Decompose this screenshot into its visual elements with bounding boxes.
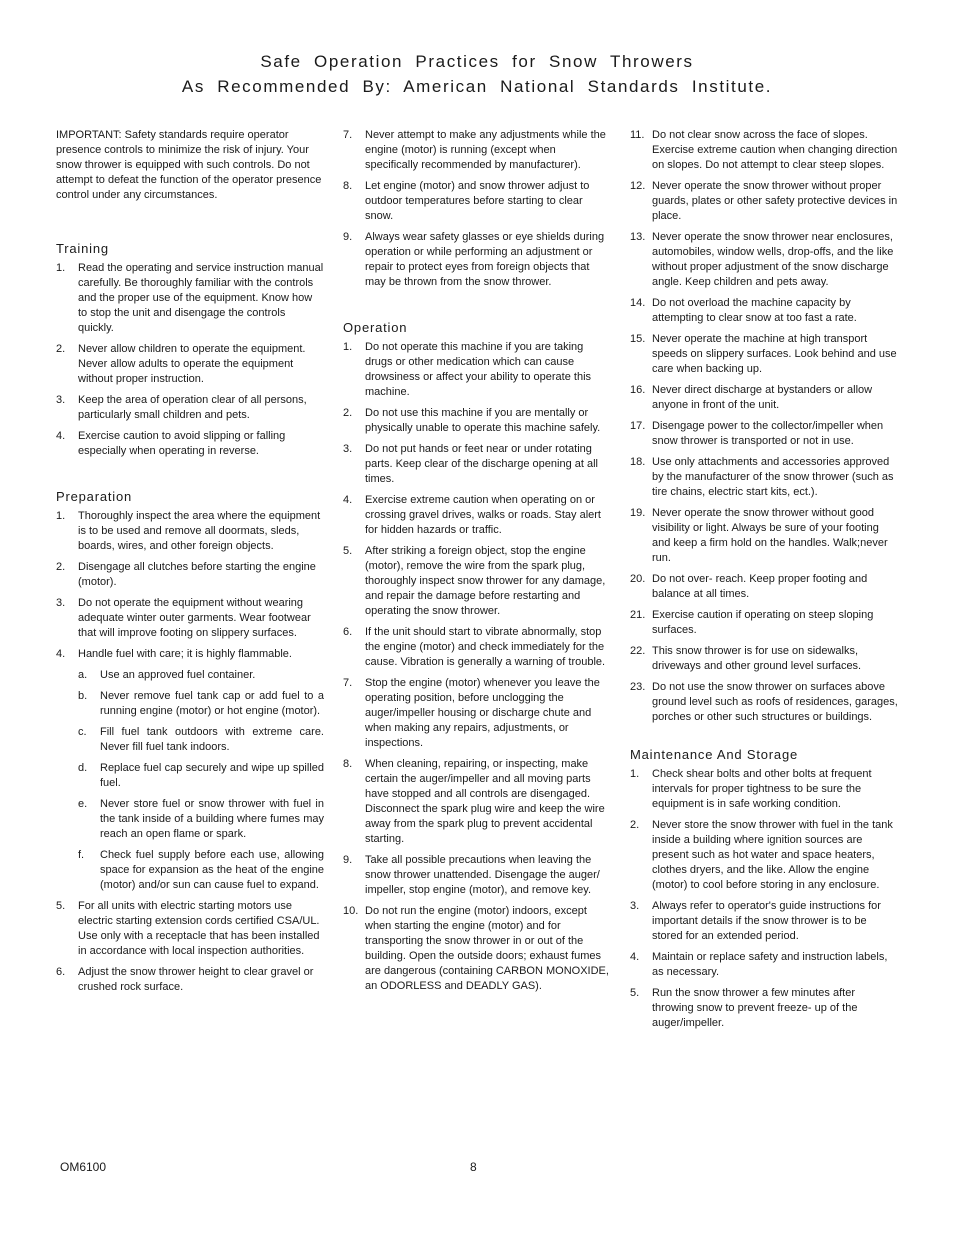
list-item: 1. Do not operate this machine if you are taking drugs or other medication which can cause drowsiness or affect your ability to operate this machine. [343, 341, 592, 398]
page-number: 8 [470, 1160, 477, 1174]
list-item: 14. Do not overload the machine capacity by attempting to clear snow at too fast a rate. [630, 297, 857, 324]
list-item: 5. For all units with electric starting motors use electric starting extension cords certified CSA/UL. Use only with a receptacle that has been installed in accordance with local inspection authorities. [56, 900, 320, 957]
list-item: 7. Never attempt to make any adjustments while the engine (motor) is running (except when specifically recommended by manufacturer). [343, 129, 606, 171]
preparation-list [56, 509, 324, 995]
maintenance-list [630, 767, 898, 1031]
list-item: 12. Never operate the snow thrower without proper guards, plates or other safety protective devices in place. [630, 180, 898, 222]
list-item: 18. Use only attachments and accessories approved by the manufacturer of the snow thrower (such as tire chains, electric start kits, ect.). [630, 456, 894, 498]
sub-item: c. Fill fuel tank outdoors with extreme care. Never fill fuel tank indoors. [78, 726, 324, 753]
list-item: 4. Exercise extreme caution when operating on or crossing gravel drives, walks or roads. Stay alert for hidden hazards or traffic. [343, 494, 601, 536]
sub-item: b. Never remove fuel tank cap or add fuel to a running engine (motor) or hot engine (motor). [78, 690, 324, 717]
list-item: 8. Let engine (motor) and snow thrower adjust to outdoor temperatures before starting to clear snow. [343, 180, 590, 222]
list-item: 2. Disengage all clutches before starting the engine (motor). [56, 561, 316, 588]
list-item: 22. This snow thrower is for use on sidewalks, driveways and other ground level surfaces. [630, 645, 862, 672]
maintenance-heading: Maintenance And Storage [630, 747, 799, 762]
list-item: 4. Handle fuel with care; it is highly flammable. a. Use an approved fuel container. b. Never remove fuel tank cap or add fuel to a running engine (motor) or hot engine (motor). c. Fill fuel tank outdoors with extreme care. Never fill fuel tank indoors. d. Replace fuel cap securely and wipe up spilled fuel. e. Never store fuel or snow thrower with fuel in the tank inside of a building where fumes may reach an open flame or spark. f. Check fuel supply before each use, allowing space for expansion as the heat of the engine (motor) and/or sun can cause fuel to expand. [56, 648, 324, 891]
list-item: 2. Do not use this machine if you are mentally or physically unable to operate this machine safely. [343, 407, 601, 434]
list-item: 7. Stop the engine (motor) whenever you leave the operating position, before unclogging the auger/impeller housing or discharge chute and when making any repairs, adjustments, or inspections. [343, 677, 600, 749]
sub-item: f. Check fuel supply before each use, allowing space for expansion as the heat of the engine (motor) and/or sun can cause fuel to expand. [78, 849, 324, 891]
list-item: 3. Do not operate the equipment without wearing adequate winter outer garments. Wear footwear that will improve footing on slippery surfaces. [56, 597, 311, 639]
list-item: 17. Disengage power to the collector/impeller when snow thrower is transported or not in use. [630, 420, 884, 447]
operation-list-continued [630, 128, 898, 725]
list-item: 13. Never operate the snow thrower near enclosures, automobiles, window wells, drop-offs, and the like without proper adjustment of the snow discharge angle. Keep children and pets away. [630, 231, 894, 288]
list-item: 16. Never direct discharge at bystanders or allow anyone in front of the unit. [630, 384, 873, 411]
list-item: 23. Do not use the snow thrower on surfaces above ground level such as roofs of residences, garages, porches or other such structures or buildings. [630, 681, 898, 723]
list-item: 9. Always wear safety glasses or eye shields during operation or while performing an adjustment or repair to protect eyes from foreign objects that may be thrown from the snow thrower. [343, 231, 605, 288]
list-item: 2. Never allow children to operate the equipment. Never allow adults to operate the equipment without proper instruction. [56, 343, 306, 385]
list-item: 2. Never store the snow thrower with fuel in the tank inside a building where ignition sources are present such as hot water and space heaters, clothes dryers, and the like. Allow the engine (motor) to cool before storing in any enclosure. [630, 819, 893, 891]
list-item: 5. After striking a foreign object, stop the engine (motor), remove the wire from the spark plug, thoroughly inspect snow thrower for any damage, and repair the damage before restarting and operating the snow thrower. [343, 545, 606, 617]
column-2 [343, 128, 611, 1000]
important-notice: IMPORTANT: Safety standards require operator presence controls to minimize the risk of injury. Your snow thrower is equipped with such controls. Do not attempt to defeat the function of the operator presence control under any circumstances. [56, 129, 322, 201]
list-item: 1. Read the operating and service instruction manual carefully. Be thoroughly familiar with the controls and the proper use of the equipment. Know how to stop the unit and disengage the controls quickly. [56, 262, 324, 334]
sub-item: e. Never store fuel or snow thrower with fuel in the tank inside of a building where fumes may reach an open flame or spark. [78, 798, 324, 840]
list-item: 6. If the unit should start to vibrate abnormally, stop the engine (motor) and check immediately for the cause. Vibration is generally a warning of trouble. [343, 626, 606, 668]
column-1 [56, 128, 324, 1001]
list-item: 15. Never operate the machine at high transport speeds on slippery surfaces. Look behind and use care when backing up. [630, 333, 897, 375]
sub-item: d. Replace fuel cap securely and wipe up spilled fuel. [78, 762, 324, 789]
training-list [56, 261, 324, 459]
list-item: 20. Do not over- reach. Keep proper footing and balance at all times. [630, 573, 868, 600]
list-item: 5. Run the snow thrower a few minutes after throwing snow to prevent freeze- up of the auger/impeller. [630, 987, 858, 1029]
page-title: Safe Operation Practices for Snow Throwers [260, 52, 694, 71]
list-item: 3. Keep the area of operation clear of all persons, particularly small children and pets. [56, 394, 307, 421]
list-item: 8. When cleaning, repairing, or inspecting, make certain the auger/impeller and all moving parts have stopped and all controls are disengaged. Disconnect the spark plug wire and keep the wire away from the spark plug to prevent accidental starting. [343, 758, 605, 845]
training-heading: Training [56, 241, 109, 256]
list-item: 9. Take all possible precautions when leaving the snow thrower unattended. Disengage the auger/ impeller, stop engine (motor), and remove key. [343, 854, 600, 896]
list-item: 3. Do not put hands or feet near or under rotating parts. Keep clear of the discharge opening at all times. [343, 443, 598, 485]
list-item: 4. Exercise caution to avoid slipping or falling especially when operating in reverse. [56, 430, 286, 457]
sub-item: a. Use an approved fuel container. [78, 669, 256, 681]
list-item: 10. Do not run the engine (motor) indoors, except when starting the engine (motor) and for transporting the snow thrower in or out of the building. Open the outside doors; exhaust fumes are dangerous (containing CARBON MONOXIDE, an ODORLESS and DEADLY GAS). [343, 905, 609, 992]
list-item: 6. Adjust the snow thrower height to clear gravel or crushed rock surface. [56, 966, 314, 993]
operation-heading: Operation [343, 320, 408, 335]
list-item: 3. Always refer to operator's guide instructions for important details if the snow thrower is to be stored for an extended period. [630, 900, 881, 942]
operation-list [343, 340, 611, 994]
list-item: 1. Thoroughly inspect the area where the equipment is to be used and remove all doormats, sleds, boards, wires, and other foreign objects. [56, 510, 321, 552]
list-item: 21. Exercise caution if operating on steep sloping surfaces. [630, 609, 874, 636]
list-item: 19. Never operate the snow thrower without good visibility or light. Always be sure of your footing and keep a firm hold on the handles. Walk;never run. [630, 507, 888, 564]
list-item: 1. Check shear bolts and other bolts at frequent intervals for proper tightness to be sure the equipment is in safe working condition. [630, 768, 872, 810]
training-list-continued [343, 128, 611, 290]
fuel-subitems [78, 668, 324, 893]
list-item: 4. Maintain or replace safety and instruction labels, as necessary. [630, 951, 888, 978]
column-3 [630, 128, 898, 1037]
page-subtitle: As Recommended By: American National Standards Institute. [181, 77, 773, 96]
list-item: 11. Do not clear snow across the face of slopes. Exercise extreme caution when changing direction on slopes. Do not attempt to clear steep slopes. [630, 129, 898, 171]
model-number: OM6100 [60, 1160, 107, 1174]
preparation-heading: Preparation [56, 489, 133, 504]
